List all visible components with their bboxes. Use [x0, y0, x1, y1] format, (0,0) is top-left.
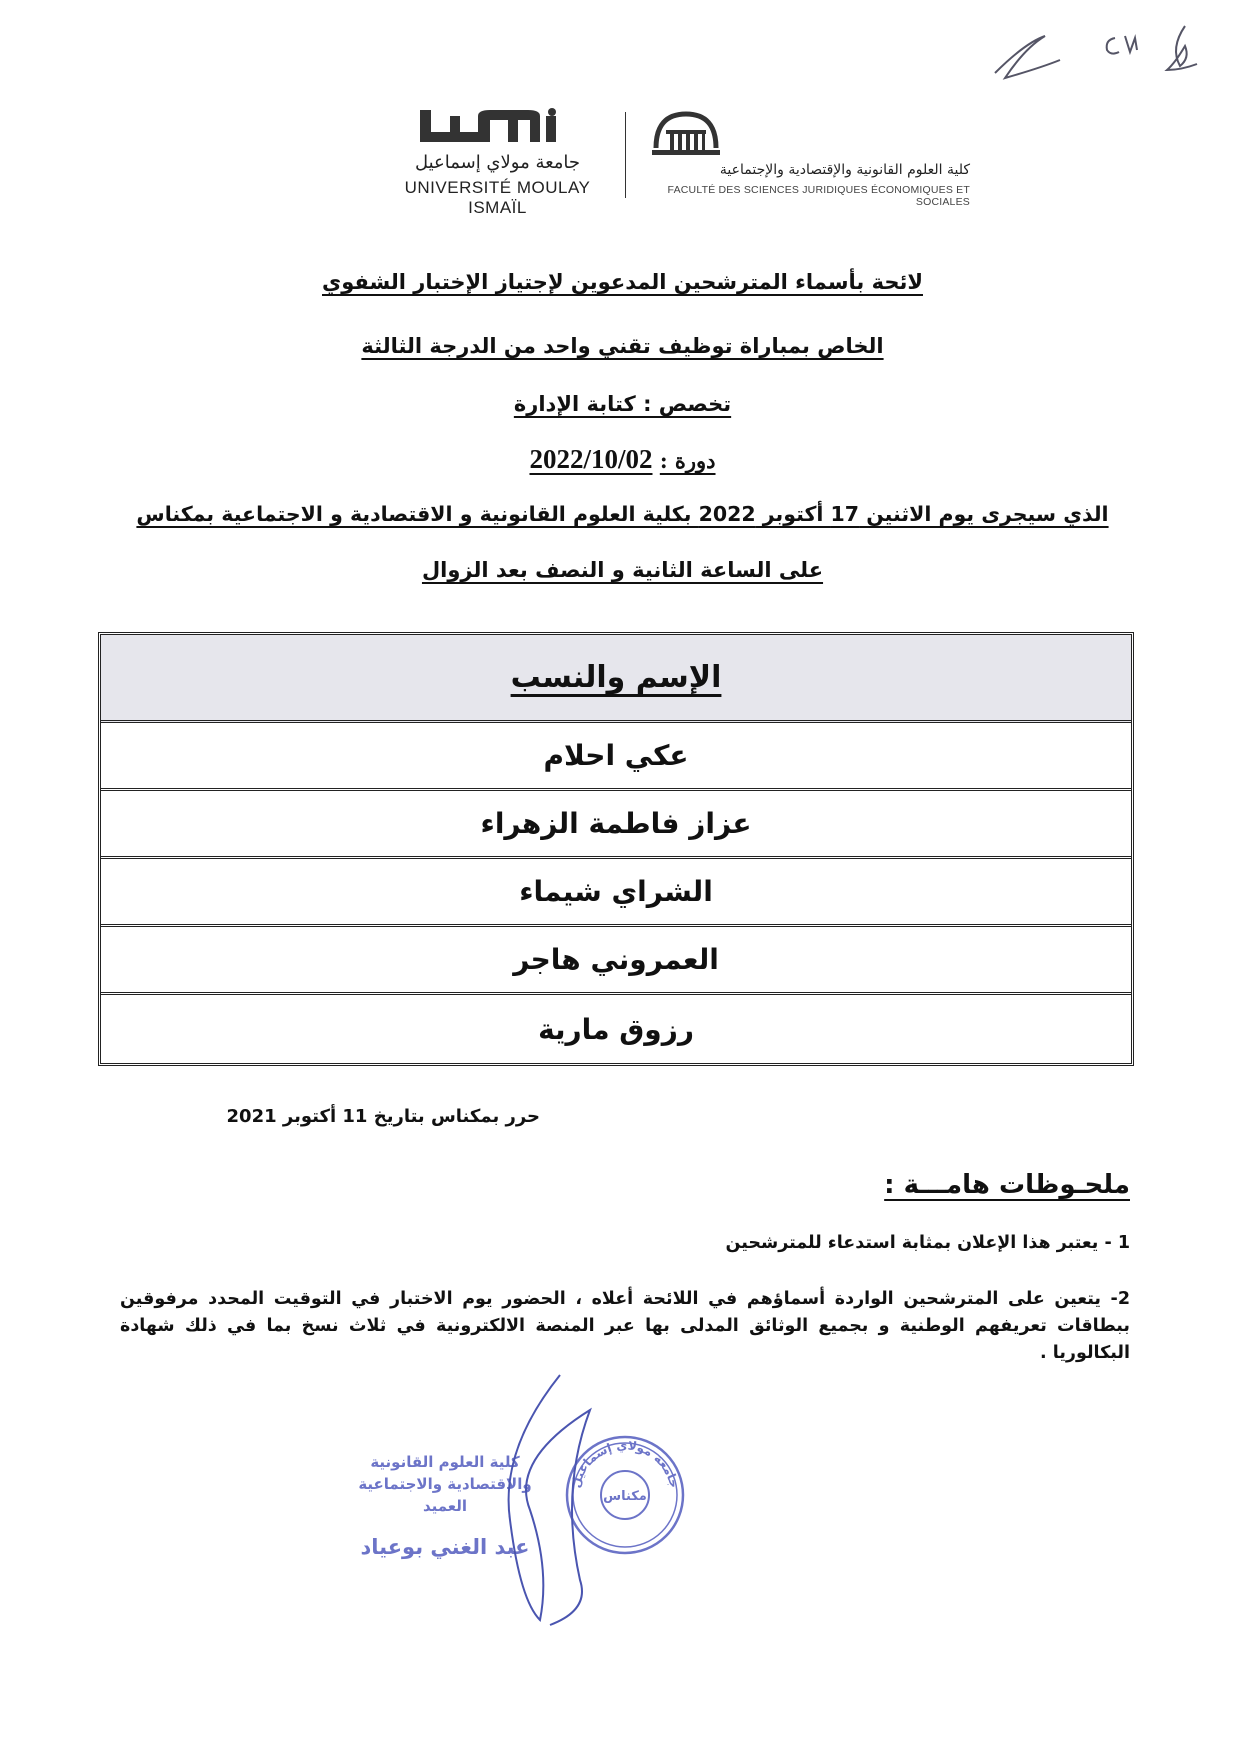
table-row: عزاز فاطمة الزهراء — [101, 791, 1131, 859]
university-logo — [385, 108, 610, 217]
title-line-5 — [100, 502, 1145, 526]
title-line-2 — [100, 334, 1145, 358]
handwritten-marks — [985, 18, 1215, 88]
title-line-3 — [100, 392, 1145, 416]
exam-date-text: الذي سيجرى يوم الاثنين 17 أكتوبر 2022 بكلية العلوم القانونية و الاقتصادية و الاجتماعية بمكناس — [136, 502, 1109, 526]
specialty-text: تخصص : كتابة الإدارة — [513, 392, 732, 416]
stamp-signature-block — [350, 1375, 700, 1635]
table-row: رزوق مارية — [538, 1012, 694, 1046]
university-name-fr: UNIVERSITÉ MOULAY ISMAÏL — [404, 178, 591, 217]
candidates-table — [98, 632, 1134, 1066]
session-line — [100, 444, 1145, 475]
faculty-logo — [640, 108, 970, 208]
stamp-faculty-line-1: كلية العلوم القانونية — [370, 1453, 520, 1471]
issued-place-date: حرر بمكناس بتاريخ 11 أكتوبر 2021 — [226, 1106, 540, 1127]
seal-center-text: مكناس — [603, 1489, 647, 1504]
table-row: العمروني هاجر — [101, 927, 1131, 995]
faculty-emblem-icon — [650, 108, 722, 158]
umi-logo-icon — [420, 108, 580, 150]
stamp-signatory-name: عبد الغني بوعياد — [360, 1535, 530, 1559]
title-line-6 — [100, 558, 1145, 582]
university-name-ar: جامعة مولاي إسماعيل — [414, 152, 581, 173]
title-line-1-text: لائحة بأسماء المترشحين المدعوين لإجتياز الإختبار الشفوي — [322, 270, 923, 294]
note-item: 1 - يعتبر هذا الإعلان بمثابة استدعاء للمترشحين — [725, 1233, 1130, 1253]
title-line-2-text: الخاص بمباراة توظيف تقني واحد من الدرجة الثالثة — [361, 334, 884, 358]
header-divider — [625, 112, 626, 198]
exam-time-text: على الساعة الثانية و النصف بعد الزوال — [421, 558, 824, 582]
seal-ring-text: جامعة مولاي إسماعيل — [568, 1438, 682, 1490]
notes-heading — [884, 1170, 1130, 1200]
stamp-faculty-line-2: والاقتصادية والاجتماعية — [358, 1475, 532, 1493]
session-date: 2022/10/02 — [529, 444, 653, 474]
table-row: الشراي شيماء — [101, 859, 1131, 927]
session-label: دورة : — [659, 448, 716, 473]
title-line-1 — [100, 270, 1145, 294]
table-row: عكي احلام — [101, 723, 1131, 791]
faculty-name-fr: FACULTÉ DES SCIENCES JURIDIQUES ÉCONOMIQUES ET SOCIALES — [667, 184, 970, 208]
note-item: 2- يتعين على المترشحين الواردة أسماؤهم في اللائحة أعلاه ، الحضور يوم الاختبار في التوقيت المحدد مرفوقين ببطاقات تعريفهم الوطنية و بجميع الوثائق المدلى بها عبر المنصة الالكترونية في ثلاث نسخ بما في ذلك شهادة البكالوريا . — [120, 1289, 1130, 1364]
faculty-name-ar: كلية العلوم القانونية والإقتصادية والإجتماعية — [719, 162, 970, 178]
signature-scribble — [440, 1370, 670, 1630]
notes-heading-text: ملحـوظات هامـــة : — [884, 1170, 1130, 1200]
stamp-dean-title: العميد — [422, 1497, 468, 1515]
table-header-label: الإسم والنسب — [510, 660, 722, 695]
table-header — [101, 635, 1131, 723]
